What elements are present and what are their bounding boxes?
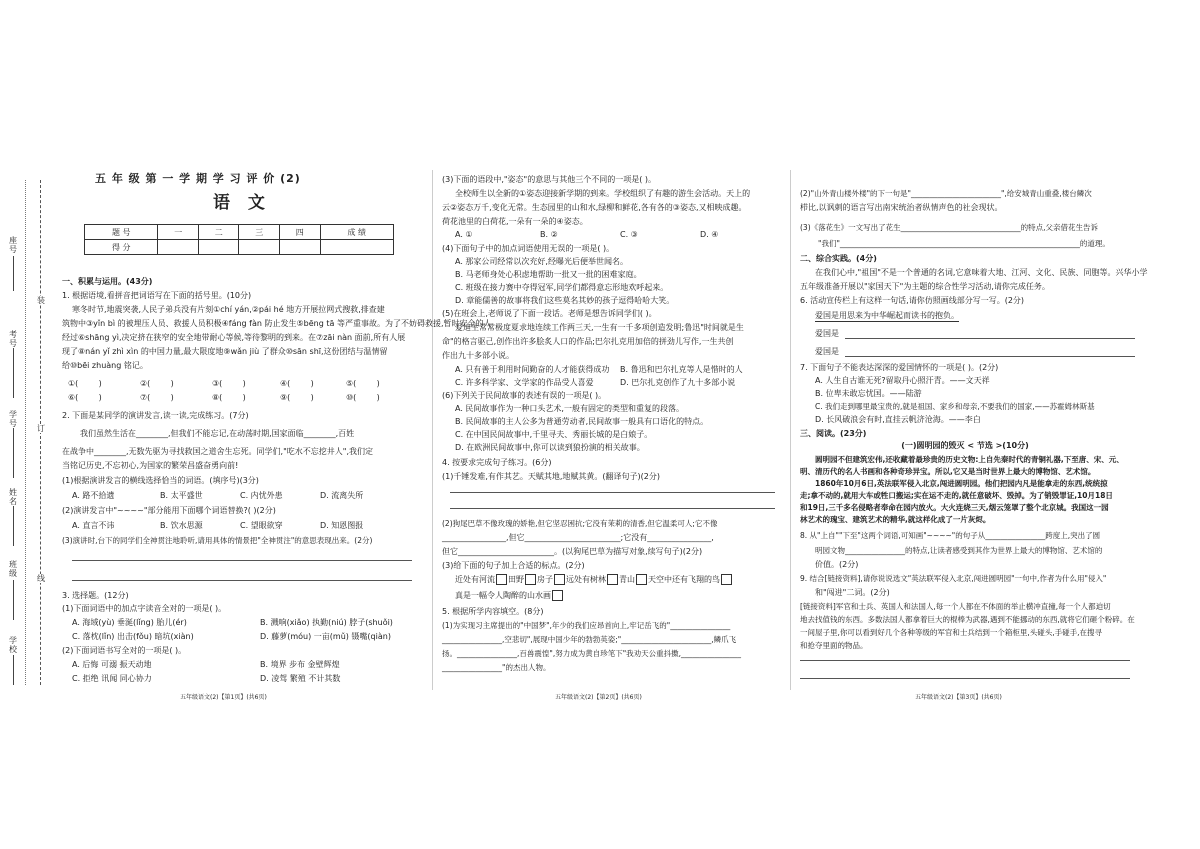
page-footer: 五年级语文(2)【第3页】(共6页) [915,694,1002,701]
q3-2-option[interactable]: B. 境界 步布 金壁辉煌 [260,660,340,669]
dash-char-ding: 订 [37,424,45,433]
q4-2-prompt: (2)狗尾巴草不像玫瑰的娇艳,但它坚忍困抗;它没有茉莉的清香,但它温柔可人;它不像 [442,519,718,528]
q3-1-prompt: (1)下面词语中的加点字读音全对的一项是( )。 [62,604,227,613]
score-header-cell: 成 绩 [320,225,393,240]
q7-option[interactable]: C. 我们走到哪里最宝贵的,就是祖国、家乡和母亲,不要我们的国家,——苏霍姆林斯基 [815,402,1095,411]
reading-text: 和19日,三千多名侵略者奉命在园内放火。大火连烧三天,烟云笼罩了整个北京城。我国这一园 [800,503,1109,512]
q5-3-line[interactable]: (3)《落花生》一文写出了花生________________________________的特点,父亲借花生告诉 [800,223,1099,232]
phrase: 青山 [619,575,635,584]
q3-3-text: 荷花池里的白荷花,一朵有一朵的④姿态。 [442,217,588,226]
section3-title: 三、阅读。(23分) [800,429,867,438]
q3-4-prompt: (4)下面句子中的加点词语使用无误的一项是( )。 [442,244,615,253]
q7-option[interactable]: A. 人生自古谁无死?留取丹心照汗青。——文天祥 [815,376,990,385]
phrase: 真是一幅令人陶醉的山水画 [455,591,551,600]
page-footer: 五年级语文(2)【第2页】(共6页) [555,694,642,701]
score-input-cell[interactable] [158,240,199,255]
q3-3-prompt: (3)下面的语段中,"姿态"的意思与其他三个不同的一项是( )。 [442,175,657,184]
q4-3-sentence [455,574,733,585]
q7-option[interactable]: B. 位卑未敢忘忧国。——陆游 [815,389,922,398]
section1-title: 一、积累与运用。(43分) [62,277,153,286]
q3-1-option[interactable]: D. 藤萝(móu) 一亩(mǔ) 镊嘴(qiàn) [260,632,391,641]
punct-box[interactable] [554,574,565,585]
punct-box[interactable] [525,574,536,585]
page-separator [432,170,433,690]
q3-3-option[interactable]: D. ④ [700,230,719,239]
q2-2-option[interactable]: C. 望眼欲穿 [240,521,283,530]
label-student-no: 学号 [9,410,17,428]
label-school: 学校 [9,636,17,654]
q3-5-option[interactable]: D. 巴尔扎克创作了九十多部小说 [620,378,736,387]
answer-line[interactable] [72,560,412,561]
q3-5-text: 命"的格言驱己,创作出许多脍炙人口的作品;巴尔扎克用加倍的拼劲儿写作,一生共创 [442,337,734,346]
reading-title: (一)圆明园的毁灭 < 节选 >(10分) [901,441,1029,450]
q1-blank[interactable]: ⑩( ) [346,393,380,402]
q3-2-option[interactable]: C. 拒绝 讯闻 同心协力 [72,674,152,683]
answer-line[interactable] [450,492,775,493]
score-input-cell[interactable] [198,240,239,255]
q3-5-option[interactable]: A. 只有善于利用时间勤奋的人才能获得成功 [455,365,610,374]
q2-1-option[interactable]: A. 路不拾遗 [72,491,115,500]
phrase: 房子 [537,575,553,584]
phrase: 天空中还有飞翔的鸟 [648,575,720,584]
score-input-cell[interactable] [239,240,280,255]
score-header-cell: 四 [280,225,321,240]
q2-2-prompt: (2)演讲发言中"~~~~"部分能用下面哪个词语替换?( )(2分) [62,506,276,515]
q1-text-line: 给⑩bēi zhuàng 铭记。 [62,361,148,370]
q3-3-option[interactable]: A. ① [455,230,473,239]
name-write-line [13,506,14,546]
punct-box[interactable] [552,590,563,601]
section2-title: 二、综合实践。(4分) [800,254,877,263]
label-exam-no: 考号 [9,330,17,348]
q3-5-option[interactable]: B. 鲁迅和巴尔扎克等人是惜时的人 [620,365,743,374]
q1-blank[interactable]: ①( ) [68,379,102,388]
q5-2-line[interactable]: (2)"山外青山楼外楼"的下一句是"________________________",给安城青山重叠,楼台鳞次 [800,189,1092,198]
q7-option[interactable]: D. 长风破浪会有时,直挂云帆济沧海。——李白 [815,415,981,424]
q6-1-label: 爱国是 [815,329,839,338]
q4-2-line[interactable]: ________________,但它________________________;它没有________________, [442,533,714,542]
student-no-write-line [13,428,14,478]
q2-text-line: 我们虽然生活在________,但我们不能忘记,在动荡时期,国家面临________,百姓 [80,429,355,438]
q3-3-text: 全校师生以全新的①姿态迎接新学期的到来。学校组织了有趣的游生会活动。天上的 [455,189,751,198]
score-input-cell[interactable] [280,240,321,255]
punct-box[interactable] [721,574,732,585]
q3-6-option[interactable]: A. 民间故事作为一种口头艺术,一般有固定的类型和重复的段落。 [455,404,684,413]
q3-4-option[interactable]: B. 马老师身处心积虑地帮助一批又一批的困难家庭。 [455,270,642,279]
answer-line[interactable] [72,580,412,581]
q2-1-prompt: (1)根据演讲发言的横线选择恰当的词语。(填序号)(3分) [62,476,259,485]
q3-6-option[interactable]: D. 在欧洲民间故事中,你可以读到狼扮演的相关故事。 [455,443,645,452]
exam-no-write-line [13,348,14,398]
q5-1-line[interactable]: ________________"的杰出人物。 [442,663,551,672]
q6-1-label: 爱国是 [815,347,839,356]
q2-1-option[interactable]: B. 太平盛世 [160,491,203,500]
q3-6-option[interactable]: C. 在中国民间故事中,千里寻夫、秀丽长城的是白娘子。 [455,430,653,439]
q1-blank[interactable]: ⑤( ) [346,379,380,388]
q1-blank[interactable]: ③( ) [212,379,246,388]
page-separator [790,170,791,690]
score-header-cell: 一 [158,225,199,240]
q1-blank[interactable]: ⑦( ) [140,393,174,402]
q2-2-option[interactable]: D. 知恩图报 [320,521,364,530]
q1-prompt: 1. 根据语境,看拼音把词语写在下面的括号里。(10分) [62,291,252,300]
q8-line: 价值。(2分) [815,560,859,569]
punct-box[interactable] [636,574,647,585]
score-table [84,224,394,255]
q6-1-prompt: 6. 活动宣传栏上有这样一句话,请你仿照画线部分写一写。(2分) [800,296,1025,305]
class-write-line [13,580,14,620]
q2-1-option[interactable]: D. 流离失所 [320,491,364,500]
label-class: 班级 [9,560,17,578]
q4-1-prompt: (1)千锤发难,有作其艺。天赋其地,地赋其黄。(翻译句子)(2分) [442,472,660,481]
score-header-cell: 三 [239,225,280,240]
q3-1-option[interactable]: A. 海域(yù) 垂涎(lǐng) 胎儿(ér) [72,618,187,627]
q9-prompt: 9. 结合[链接资料],请你说说选文"英法联军侵入北京,闯进圆明园"一句中,作者为什么用"侵入" [800,574,1107,583]
phrase: 远处有树林 [566,575,606,584]
q3-4-option[interactable]: C. 班级在接力赛中夺得冠军,同学们都得意忘形地欢呼起来。 [455,283,669,292]
page-footer: 五年级语文(2)【第1页】(共6页) [180,694,267,701]
score-row-label: 得 分 [85,240,158,255]
q5-1-line[interactable]: ________________,空悲切",展现中国少年的勃勃英姿;"________________________,鳞爪飞 [442,635,737,644]
answer-line[interactable] [845,356,1135,357]
q6-1-model-line: 爱国是用思来为中华崛起而读书的抱负。 [815,311,959,320]
q1-blank[interactable]: ④( ) [280,379,314,388]
q2-text-line: 当铭记历史,不忘初心,为国家的繁荣昌盛奋勇向前! [62,461,239,470]
q3-2-option[interactable]: A. 后悔 可溺 振天动地 [72,660,152,669]
q5-2-text: 栉比,以讽刺的语言写出南宋统治者纵情声色的社会现状。 [800,203,1003,212]
q1-blank[interactable]: ⑨( ) [280,393,314,402]
q3-3-option[interactable]: B. ② [540,230,558,239]
q3-6-prompt: (6)下列关于民间故事的表述有误的一项是( )。 [442,391,607,400]
q6-text: 五年级准备开展以"家国天下"为主题的综合性学习活动,请你完成任务。 [800,282,1050,291]
q3-2-prompt: (2)下面词语书写全对的一项是( )。 [62,646,187,655]
link-material-text: 地去找值钱的东西。多数法国人都拿着巨大的棍棒为武器,遇到不能挪动的东西,就将它们砸个粉碎。在 [800,615,1135,624]
q1-blank[interactable]: ②( ) [140,379,174,388]
link-material-text: [链接资料]军官和士兵、英国人和法国人,每一个人都在不体面的举止横冲直撞,每一个人都迫切 [800,602,1111,611]
q3-3-text: 云②姿态万千,变化无常。生态园里的山和水,绿柳和鲜花,各有各的③姿态,又相映成趣。 [442,203,747,212]
q1-text-line: 现了⑧nán yǐ zhì xìn 的中国力量,最大限度地⑨wǎn jiù 了群众⑩sān shī,这份团结与温情留 [62,347,388,356]
answer-line[interactable] [450,508,775,509]
q3-2-option[interactable]: D. 凌驾 繁殖 不计其数 [260,674,341,683]
q1-text-line: 筑物中③yǐn bì 的被埋压人员、救援人员积极④fáng fàn 防止发生⑤bēng tā 等严重事故。为了不妨碍救援,暂时安全的人 [62,319,492,328]
answer-line[interactable] [800,678,1130,679]
reading-text: 圆明园不但建筑宏伟,还收藏着最珍贵的历史文物:上自先秦时代的青铜礼器,下至唐、宋、元、 [815,455,1124,464]
q1-text-line: 寒冬时节,地震突袭,人民子弟兵没有片刻①chí yán,②pái hé 地方开展拉网式搜救,排查建 [72,305,385,314]
q5-1-line[interactable]: 扬。________________,百兽震惶",努力成为黄自珍笔下"我劝天公重抖擞,________________ [442,649,742,658]
q3-4-option[interactable]: A. 那家公司经常以次充好,经曝光后便举世闻名。 [455,257,628,266]
q8-line[interactable]: 8. 从"上自""下至"这两个词语,可知画"~~~~"的句子从________________跨度上,突出了圆 [800,531,1101,540]
score-input-cell[interactable] [320,240,393,255]
q4-prompt: 4. 按要求完成句子练习。(6分) [442,458,552,467]
phrase: 田野 [508,575,524,584]
link-material-text: 和抢夺里面的物品。 [800,641,868,650]
q3-5-prompt: (5)在班会上,老师说了下面一段话。老师是想告诉同学们( )。 [442,309,657,318]
q3-prompt: 3. 选择题。(12分) [62,591,129,600]
dash-char-zhuang: 装 [37,296,45,305]
q3-3-option[interactable]: C. ③ [620,230,638,239]
q2-prompt: 2. 下面是某同学的演讲发言,读一读,完成练习。(7分) [62,411,249,420]
q2-3-prompt: (3)演讲时,台下的同学们全神贯注地聆听,请用具体的情景把"全神贯注"的意思表现出来。(2分) [62,536,373,545]
score-header-cell: 题 号 [85,225,158,240]
q2-2-option[interactable]: A. 直言不讳 [72,521,115,530]
link-material-text: 一间屋子里,你可以看到好几个各种等级的军官和士兵结到一个箱柜里,头碰头,手碰手,在搜寻 [800,628,1103,637]
q5-1-line[interactable]: (1)为实现习主席提出的"中国梦",年少的我们应昂首向上,牢记岳飞的"________________ [442,621,731,630]
q4-3-prompt: (3)给下面的句子加上合适的标点。(2分) [442,561,585,570]
q3-5-text: 作出九十多部小说。 [442,351,514,360]
q3-5-option[interactable]: C. 许多科学家、文学家的作品受人喜爱 [455,378,594,387]
reading-text: 1860年10月6日,英法联军侵入北京,闯进圆明园。他们把园内凡是能拿走的东西,统统掠 [815,479,1108,488]
q1-blank[interactable]: ⑥( ) [68,393,102,402]
seat-write-line [13,256,14,291]
label-seat: 座号 [9,236,17,254]
phrase: 近处有河流 [455,575,495,584]
reading-text: 走;拿不动的,就用大车或牲口搬运;实在运不走的,就任意破坏、毁掉。为了销毁罪证,10月18日 [800,491,1113,500]
q5-prompt: 5. 根据所学内容填空。(8分) [442,607,544,616]
q3-1-option[interactable]: C. 落枕(lǐn) 出击(fǒu) 暗坑(xiàn) [72,632,194,641]
q3-1-option[interactable]: B. 溅响(xiǎo) 执勤(niú) 脖子(shuǒi) [260,618,393,627]
q3-5-text: 爱迪生常常极度夏求地连续工作两三天,一生有一千多项创造发明;鲁迅"时间就是生 [455,323,744,332]
q9-prompt: 和"闯进"二词。(2分) [815,588,890,597]
answer-line[interactable] [845,338,1135,339]
punct-box[interactable] [607,574,618,585]
q2-1-option[interactable]: C. 内忧外患 [240,491,283,500]
q3-4-option[interactable]: D. 章能儒善的故事将我们这些莫名其妙的孩子逗得哈哈大笑。 [455,296,675,305]
q2-text-line: 在战争中________,无数先驱为寻找救国之道舍生忘死。同学们,"吃水不忘挖井人",我们定 [62,447,373,456]
exam-title: 五 年 级 第 一 学 期 学 习 评 价 (2) [95,172,301,185]
school-write-line [13,655,14,685]
q1-blank[interactable]: ⑧( ) [212,393,246,402]
binding-dotted-line [25,180,26,685]
q1-text-line: 经过⑥shāng yì,决定挤在狭窄的安全地带耐心等候,等待黎明的到来。在⑦zāi nàn 面前,所有人展 [62,333,406,342]
q4-3-sentence-end [455,590,564,601]
q4-2-line[interactable]: 但它________________________。(以狗尾巴草为描写对象,续写句子)(2分) [442,547,703,556]
q3-6-option[interactable]: B. 民间故事的主人公多为普通劳动者,民间故事一般具有口语化的特点。 [455,417,709,426]
subject-title: 语 文 [213,193,271,213]
q5-3-line[interactable]: "我们"________________________________________________________________的道理。 [818,239,1110,248]
label-name: 姓名 [9,488,17,506]
answer-line[interactable] [800,660,1130,661]
reading-text: 林艺术的瑰宝、建筑艺术的精华,就这样化成了一片灰烬。 [800,515,991,524]
punct-box[interactable] [496,574,507,585]
q6-text: 在我们心中,"祖国"不是一个普通的名词,它意味着大地、江河、文化、民族、同胞等。兴华小学 [815,268,1148,277]
q7-prompt: 7. 下面句子不能表达深深的爱国情怀的一项是( )。(2分) [800,363,999,372]
q2-2-option[interactable]: B. 饮水思源 [160,521,203,530]
dash-char-xian: 线 [37,574,45,583]
score-header-cell: 二 [198,225,239,240]
q8-line[interactable]: 明园文物________________的特点,让读者感受到其作为世界上最大的博物馆、艺术馆的 [815,546,1103,555]
reading-text: 明、清历代的名人书画和各种奇珍异宝。所以,它又是当时世界上最大的博物馆、艺术馆。 [800,467,1096,476]
